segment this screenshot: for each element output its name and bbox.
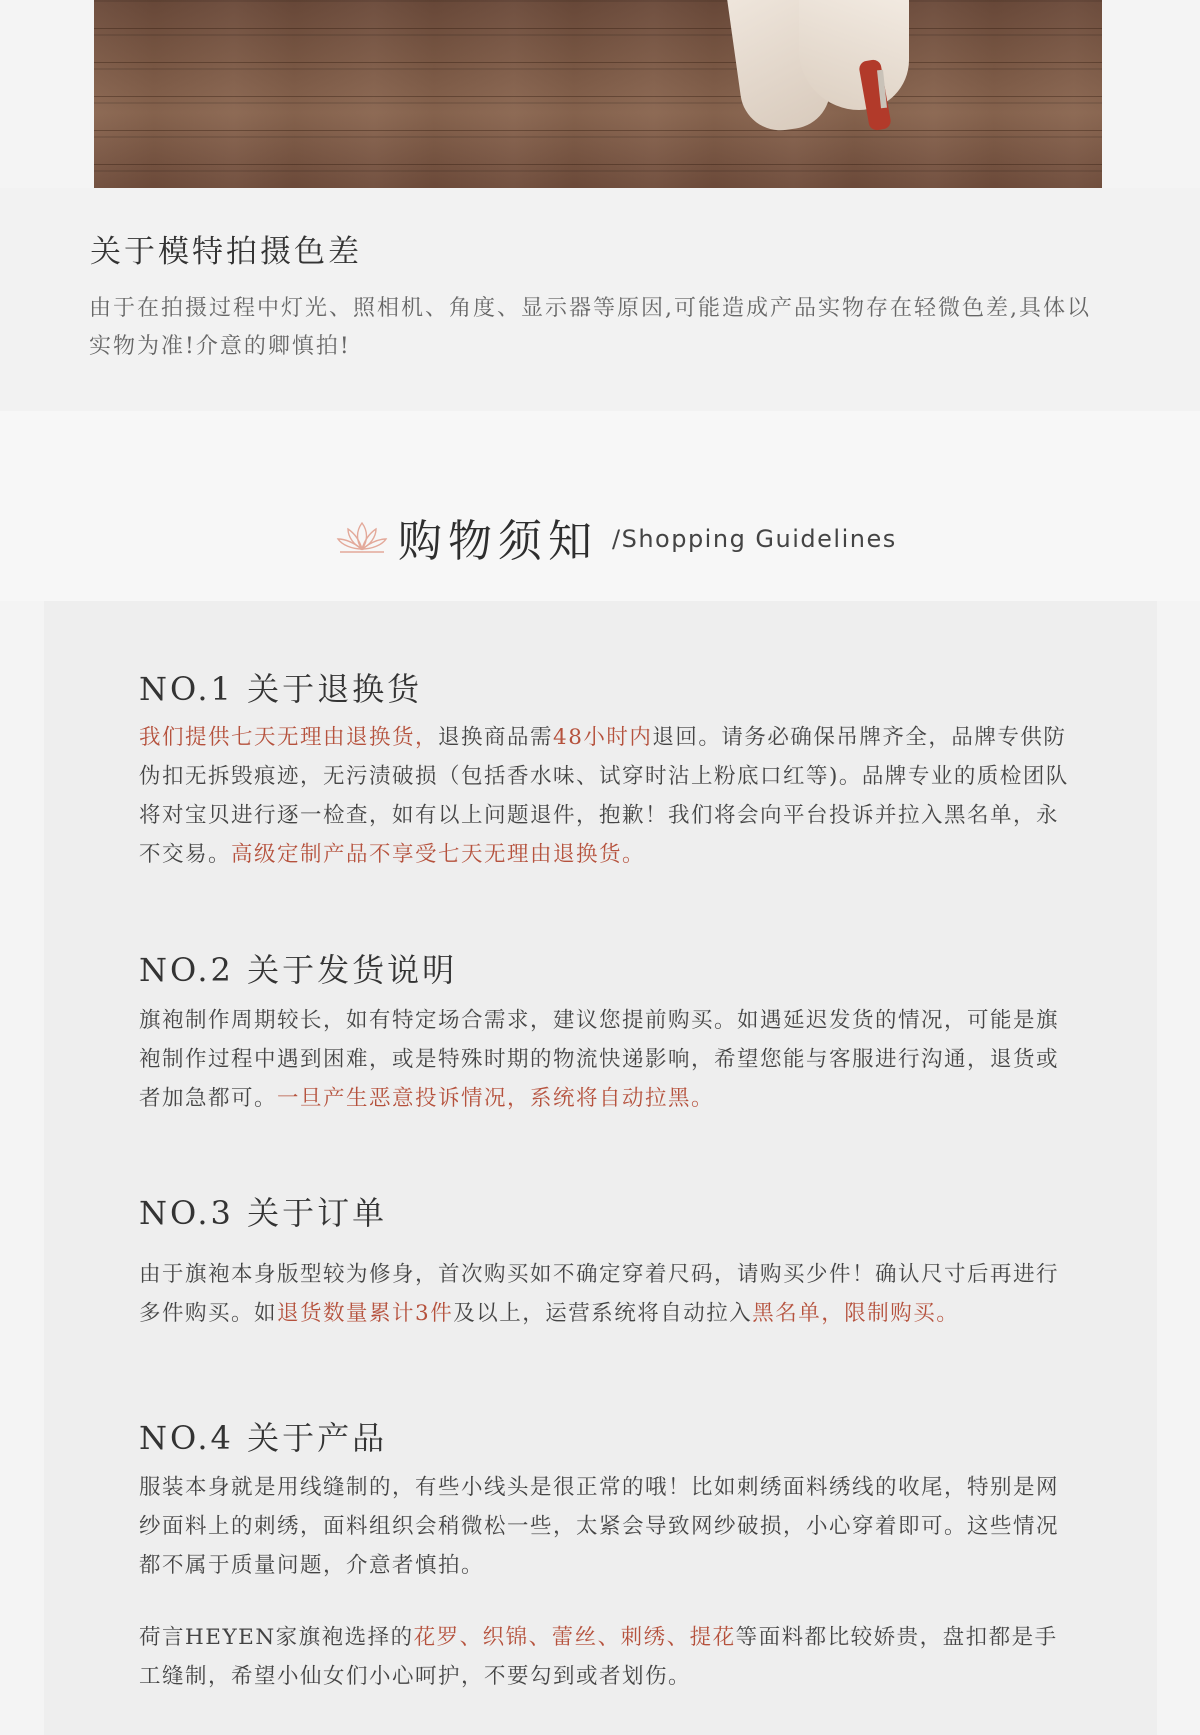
lotus-icon <box>334 519 390 555</box>
guideline-text: 退货数量累计3件 <box>277 1301 454 1326</box>
guideline-item-orders <box>139 1193 1069 1333</box>
guideline-item-returns <box>139 669 1069 874</box>
guideline-text: 等面料都比较娇贵，盘扣都是手工缝制，希望小仙女们小心呵护，不要勾到或者划伤。 <box>139 1625 1058 1689</box>
guideline-heading: NO.4 关于产品 <box>139 1419 388 1457</box>
guideline-body <box>139 1468 1069 1585</box>
guidelines-title-en: /Shopping Guidelines <box>612 525 897 553</box>
color-difference-note <box>0 188 1200 411</box>
guideline-heading: NO.1 关于退换货 <box>139 670 423 708</box>
guideline-text: 旗袍制作周期较长，如有特定场合需求，建议您提前购买。如遇延迟发货的情况，可能是旗袍制作过程中遇到困难，或是特殊时期的物流快递影响，希望您能与客服进行沟通，退货或者加急都可。 <box>139 1008 1060 1111</box>
guideline-text: 由于旗袍本身版型较为修身，首次购买如不确定穿着尺码，请购买少件！确认尺寸后再进行多件购买。如 <box>139 1262 1060 1326</box>
guideline-text: 服装本身就是用线缝制的，有些小线头是很正常的哦！比如刺绣面料绣线的收尾，特别是网纱面料上的刺绣，面料组织会稍微松一些，太紧会导致网纱破损，小心穿着即可。这些情况都不属于质量问题，介意者慎拍。 <box>139 1475 1060 1578</box>
guideline-text: 退回。请务必确保吊牌齐全，品牌专供防伪扣无拆毁痕迹，无污渍破损（包括香水味、试穿时沾上粉底口红等)。品牌专业的质检团队将对宝贝进行逐一检查，如有以上问题退件，抱歉！我们将会向平台投诉并拉入黑名单，永不交易。 <box>139 725 1069 867</box>
guideline-text: 退换商品需 <box>438 725 554 750</box>
guideline-body-extra <box>139 1618 1069 1696</box>
guideline-body <box>139 1001 1069 1118</box>
guideline-text: 一旦产生恶意投诉情况，系统将自动拉黑。 <box>277 1086 715 1111</box>
guideline-text: 花罗、织锦、蕾丝、刺绣、提花 <box>413 1625 736 1650</box>
guideline-heading: NO.3 关于订单 <box>139 1194 388 1232</box>
guideline-item-product <box>139 1418 1069 1696</box>
guidelines-heading <box>0 505 1200 575</box>
guidelines-card <box>44 601 1157 1735</box>
guideline-text: 高级定制产品不享受七天无理由退换货。 <box>231 842 646 867</box>
guideline-text: 我们提供七天无理由退换货， <box>139 725 439 750</box>
guideline-text: 48小时内 <box>553 725 653 750</box>
guideline-item-shipping <box>139 950 1069 1118</box>
product-photo <box>94 0 1102 188</box>
guideline-text: 荷言HEYEN家旗袍选择的 <box>139 1625 414 1650</box>
guideline-heading: NO.2 关于发货说明 <box>139 951 458 989</box>
guidelines-title-cn: 购物须知 <box>398 516 598 567</box>
color-note-title: 关于模特拍摄色差 <box>90 234 362 270</box>
guideline-text: 黑名单，限制购买。 <box>752 1301 960 1326</box>
color-note-body: 由于在拍摄过程中灯光、照相机、角度、显示器等原因,可能造成产品实物存在轻微色差,具体以实物为准!介意的卿慎拍! <box>89 296 1091 359</box>
guideline-body <box>139 1255 1069 1333</box>
guideline-body <box>139 718 1069 874</box>
guideline-text: 及以上，运营系统将自动拉入 <box>453 1301 753 1326</box>
